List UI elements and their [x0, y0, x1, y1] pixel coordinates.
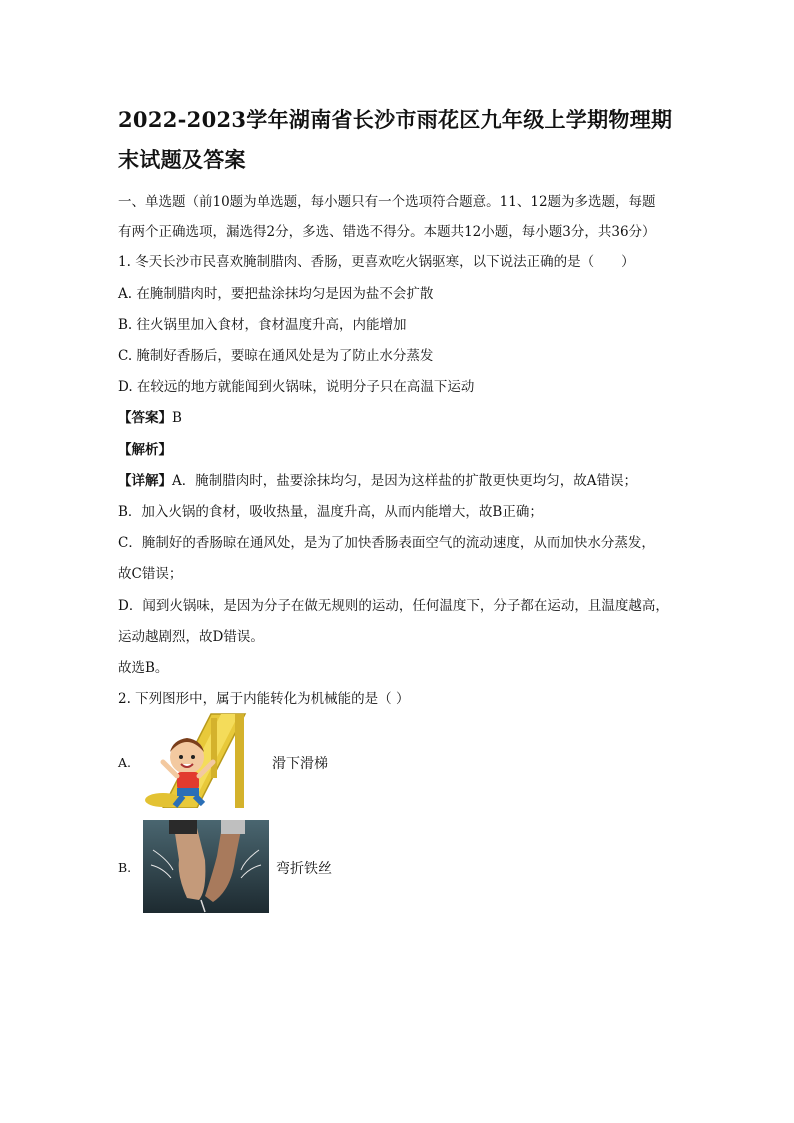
question-1-detail-b: B．加入火锅的食材，吸收热量，温度升高，从而内能增大，故B正确；: [118, 504, 543, 520]
detail-tag: 【详解】: [118, 473, 172, 489]
question-2-option-b-caption: 弯折铁丝: [276, 861, 332, 877]
answer-tag: 【答案】: [118, 410, 172, 426]
question-1-option-d: D. 在较远的地方就能闻到火锅味，说明分子只在高温下运动: [118, 379, 475, 395]
section-header-line-1: 一、单选题（前10题为单选题，每小题只有一个选项符合题意。11、12题为多选题，每题: [118, 194, 656, 210]
child-on-slide-image: [143, 712, 265, 808]
question-1-answer: [118, 406, 182, 426]
answer-value: B: [172, 410, 182, 426]
question-1-conclusion: 故选B。: [118, 660, 169, 676]
question-1-detail-d: D．闻到火锅味，是因为分子在做无规则的运动，任何温度下，分子都在运动，且温度越高，: [118, 598, 669, 614]
question-1-stem: 1. 冬天长沙市民喜欢腌制腊肉、香肠，更喜欢吃火锅驱寒，以下说法正确的是（ ）: [118, 254, 635, 270]
question-1-detail-d-cont: 运动越剧烈，故D错误。: [118, 629, 264, 645]
question-1-detail-c: C．腌制好的香肠晾在通风处，是为了加快香肠表面空气的流动速度，从而加快水分蒸发，: [118, 535, 655, 551]
question-1-option-a: A. 在腌制腊肉时，要把盐涂抹均匀是因为盐不会扩散: [118, 286, 434, 302]
question-1-detail-c-cont: 故C错误；: [118, 566, 183, 582]
page-title: 2022-2023学年湖南省长沙市雨花区九年级上学期物理期末试题及答案: [118, 107, 673, 172]
question-1-analysis-tag: 【解析】: [118, 442, 172, 458]
section-header-line-2: 有两个正确选项，漏选得2分，多选、错选不得分。本题共12小题，每小题3分，共36分）: [118, 224, 656, 240]
question-2-option-b-label: B.: [118, 860, 132, 875]
question-2-option-a-label: A.: [118, 755, 132, 770]
hands-bending-wire-image: [143, 820, 269, 913]
question-2-stem: 2. 下列图形中，属于内能转化为机械能的是（ ）: [118, 691, 410, 707]
question-1-option-c: C. 腌制好香肠后，要晾在通风处是为了防止水分蒸发: [118, 348, 434, 364]
question-1-detail-a: 【详解】A．腌制腊肉时，盐要涂抹均匀，是因为这样盐的扩散更快更均匀，故A错误；: [118, 473, 637, 489]
question-2-option-a-caption: 滑下滑梯: [272, 756, 328, 772]
question-1-option-b: B. 往火锅里加入食材，食材温度升高，内能增加: [118, 317, 407, 333]
